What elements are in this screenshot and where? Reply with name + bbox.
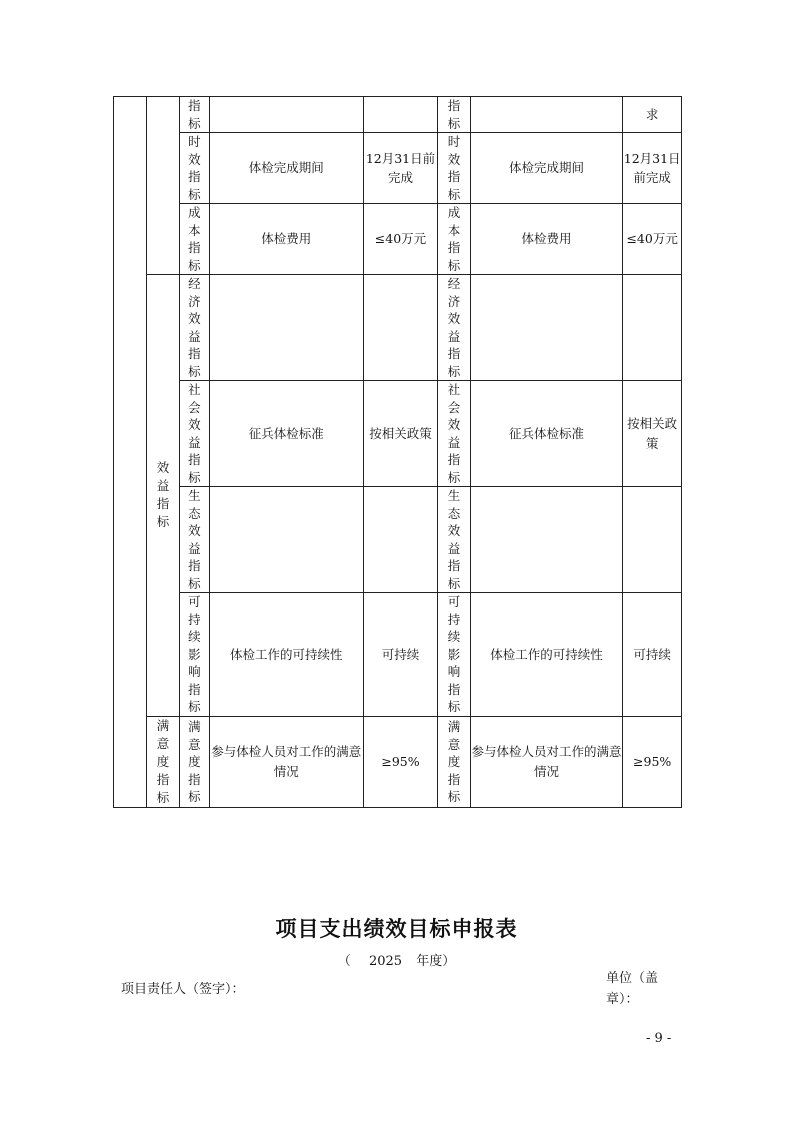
benefit-category-cell: 效 益 指 标	[147, 275, 179, 717]
table-row	[114, 381, 682, 487]
metric-label-left: 生 态 效 益 指 标	[179, 487, 209, 593]
content-cell-right: 征兵体检标准	[470, 381, 623, 487]
value-cell-right: ≥95%	[623, 716, 682, 808]
table-row	[114, 97, 682, 133]
metric-label-right: 成 本 指 标	[438, 204, 470, 275]
table-row	[114, 133, 682, 204]
output-category-cell	[147, 97, 179, 275]
content-cell-left	[209, 97, 363, 133]
content-cell-left: 体检完成期间	[209, 133, 363, 204]
metric-label-left: 满 意 度 指 标	[179, 716, 209, 808]
value-cell-left: ≤40万元	[363, 204, 438, 275]
value-cell-right: 按相关政策	[623, 381, 682, 487]
value-cell-right: ≤40万元	[623, 204, 682, 275]
content-cell-right: 参与体检人员对工作的满意情况	[470, 716, 623, 808]
value-cell-right: 可持续	[623, 593, 682, 717]
value-cell-right	[623, 487, 682, 593]
metric-label-left: 社 会 效 益 指 标	[179, 381, 209, 487]
metric-label-left: 时 效 指 标	[179, 133, 209, 204]
content-cell-right	[470, 97, 623, 133]
performance-table	[113, 96, 682, 808]
satisfaction-category-cell: 满 意 度 指 标	[147, 716, 179, 808]
project-owner-label: 项目责任人（签字）：	[121, 982, 245, 997]
table-row	[114, 275, 682, 381]
table-row	[114, 487, 682, 593]
value-cell-left	[363, 275, 438, 381]
value-cell-right	[623, 275, 682, 381]
content-cell-left: 体检工作的可持续性	[209, 593, 363, 717]
year-suffix: 年度）	[416, 954, 456, 969]
year-value: 2025	[368, 954, 403, 969]
metric-label-right: 时 效 指 标	[438, 133, 470, 204]
value-cell-left: 12月31日前完成	[363, 133, 438, 204]
table-row	[114, 204, 682, 275]
content-cell-left	[209, 275, 363, 381]
year-open-paren: （	[337, 954, 351, 969]
metric-label-left: 经 济 效 益 指 标	[179, 275, 209, 381]
value-cell-left: 可持续	[363, 593, 438, 717]
content-cell-right: 体检工作的可持续性	[470, 593, 623, 717]
content-cell-right	[470, 275, 623, 381]
content-cell-right	[470, 487, 623, 593]
form-year	[0, 950, 793, 969]
content-cell-right: 体检费用	[470, 204, 623, 275]
value-cell-left	[363, 487, 438, 593]
metric-label-right: 社 会 效 益 指 标	[438, 381, 470, 487]
table-row	[114, 593, 682, 717]
value-cell-left: 按相关政策	[363, 381, 438, 487]
content-cell-left: 征兵体检标准	[209, 381, 363, 487]
content-cell-left: 参与体检人员对工作的满意情况	[209, 716, 363, 808]
metric-label-left: 成 本 指 标	[179, 204, 209, 275]
value-cell-right: 12月31日前完成	[623, 133, 682, 204]
metric-label-right: 满 意 度 指 标	[438, 716, 470, 808]
metric-label-left: 指 标	[179, 97, 209, 133]
metric-label-right: 经 济 效 益 指 标	[438, 275, 470, 381]
form-title: 项目支出绩效目标申报表	[275, 917, 518, 941]
value-cell-right: 求	[623, 97, 682, 133]
value-cell-left	[363, 97, 438, 133]
unit-seal-label: 单位（盖章）：	[606, 971, 659, 1007]
page-number: - 9 -	[646, 1031, 672, 1046]
outer-blank-cell	[114, 97, 147, 808]
metric-label-left: 可 持 续 影 响 指 标	[179, 593, 209, 717]
value-cell-left: ≥95%	[363, 716, 438, 808]
metric-label-right: 生 态 效 益 指 标	[438, 487, 470, 593]
metric-label-right: 指 标	[438, 97, 470, 133]
content-cell-left	[209, 487, 363, 593]
content-cell-left: 体检费用	[209, 204, 363, 275]
table-row	[114, 716, 682, 808]
metric-label-right: 可 持 续 影 响 指 标	[438, 593, 470, 717]
content-cell-right: 体检完成期间	[470, 133, 623, 204]
